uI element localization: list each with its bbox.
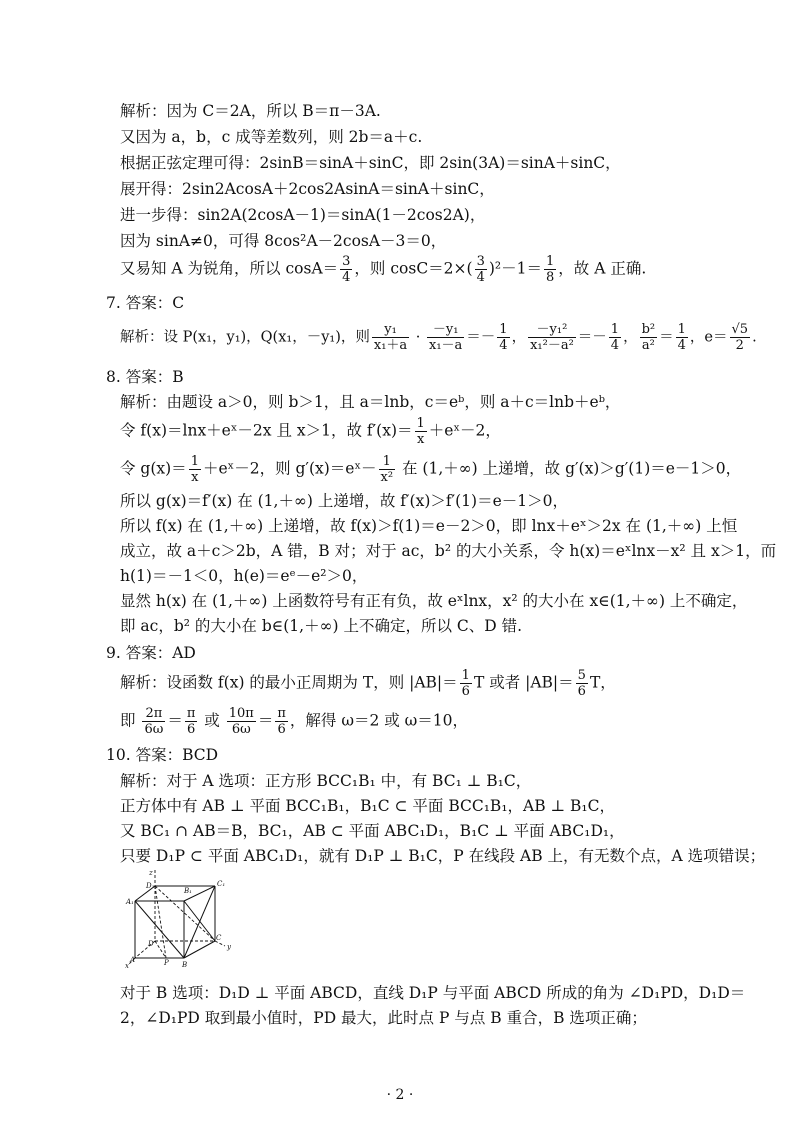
text-line: 因为 sinA≠0，可得 8cos²A－2cosA－3＝0， [120,232,447,250]
text-line: 解析：对于 A 选项：正方形 BCC₁B₁ 中，有 BC₁ ⊥ B₁C， [120,772,532,790]
label-A: A [130,956,136,964]
text-line: 进一步得：sin2A(2cosA－1)＝sinA(1－2cos2A)， [120,206,486,224]
text-line: 只要 D₁P ⊂ 平面 ABC₁D₁，就有 D₁P ⊥ B₁C，P 在线段 AB 上，有无数个点，A 选项错误； [120,847,766,865]
label-B1: B₁ [184,887,192,895]
label-P: P [164,959,169,967]
answer-heading: 7. 答案：C [106,294,185,312]
text-line: 又 BC₁ ∩ AB＝B，BC₁，AB ⊂ 平面 ABC₁D₁，B₁C ⊥ 平面 ABC₁D₁， [120,822,625,840]
label-y: y [227,943,231,951]
formula-line: 令 f(x)＝lnx＋eˣ－2x 且 x＞1，故 f′(x)＝ $\frac{1}{x}$ ＋eˣ－2， [120,416,501,447]
text-line: 根据正弦定理可得：2sinB＝sinA＋sinC，即 2sin(3A)＝sinA＋sinC， [120,154,621,172]
text-line: 2，∠D₁PD 取到最小值时，PD 最大，此时点 P 与点 B 重合，B 选项正确； [120,1009,647,1027]
label-C1: C₁ [217,880,226,888]
text-line: 正方体中有 AB ⊥ 平面 BCC₁B₁，B₁C ⊂ 平面 BCC₁B₁，AB ⊥ B₁C， [120,797,616,815]
text-line: 解析：由题设 a＞0，则 b＞1，且 a＝lnb，c＝eᵇ，则 a＋c＝lnb＋eᵇ， [120,393,621,411]
answer-heading: 9. 答案：AD [106,644,196,662]
label-B: B [182,961,188,969]
label-C: C [216,934,222,942]
label-D1: D₁ [146,882,155,890]
label-z: z [149,869,153,877]
formula-line: 解析：设函数 f(x) 的最小正周期为 T，则 |AB|＝ $\frac{1}{6}$ T 或者 |AB|＝ $\frac{5}{6}$ T， [120,668,616,699]
page-number: · 2 · [386,1087,414,1103]
formula-line: 即 $\frac{2\pi}{6\omega}$ ＝ $\frac{\pi}{6}$ 或 $\frac{10\pi}{6\omega}$ ＝ $\frac{\pi}{6}$ ，解得 ω＝2 或 ω＝10， [120,706,469,737]
formula-line: 解析：设 P(x₁，y₁)，Q(x₁，－y₁)，则 $\frac{\text{y₁}}{\text{x₁＋a}}$ · $\frac{\text{－y₁}}{\text{x₁－a}}$ ＝－ $\frac{1}{4}$ ， $\frac{\text{－y₁²}}{\text{x₁²－a²}}$ ＝－ $\frac{1}{4}$ ， $\frac{\text{b²}}{\text{a²}}$ ＝ $\frac{1}{4}$ ，e＝ $\frac{√5}{2}$ . [120,322,757,353]
formula-line: 又易知 A 为锐角，所以 cosA＝ $\frac{3}{4}$ ，则 cosC＝2×( $\frac{3}{4}$ )²－1＝ $\frac{1}{8}$ ，故 A 正确. [120,254,647,285]
text-line: h(1)＝－1＜0，h(e)＝eᵉ－e²＞0， [120,567,368,585]
cube-figure [120,866,245,970]
text-line: 展开得：2sin2AcosA＋2cos2AsinA＝sinA＋sinC， [120,180,495,198]
label-A1: A₁ [126,898,134,906]
label-D: D [148,940,154,948]
text-line: 成立，故 a＋c＞2b，A 错，B 对；对于 ac，b² 的大小关系，令 h(x)＝eˣlnx－x² 且 x＞1，而 [120,542,777,560]
label-x: x [125,962,129,970]
text-line: 对于 B 选项：D₁D ⊥ 平面 ABCD，直线 D₁P 与平面 ABCD 所成的角为 ∠D₁PD，D₁D＝ [120,984,746,1002]
text-line: 又因为 a，b，c 成等差数列，则 2b＝a＋c. [120,128,423,146]
answer-heading: 8. 答案：B [106,368,184,386]
text-line: 显然 h(x) 在 (1,＋∞) 上函数符号有正有负，故 eˣlnx，x² 的大小在 x∈(1,＋∞) 上不确定， [120,592,748,610]
text-line: 解析：因为 C＝2A，所以 B＝π－3A. [120,102,381,120]
formula-line: 令 g(x)＝ $\frac{1}{x}$ ＋eˣ－2，则 g′(x)＝eˣ－ $\frac{1}{\text{x²}}$ 在 (1,＋∞) 上递增，故 g′(x)＞g′(1)＝e－1＞0， [120,454,742,485]
text-line: 所以 f(x) 在 (1,＋∞) 上递增，故 f(x)＞f(1)＝e－2＞0，即 lnx＋eˣ＞2x 在 (1,＋∞) 上恒 [120,517,738,535]
text-line: 即 ac，b² 的大小在 b∈(1,＋∞) 上不确定，所以 C、D 错. [120,617,523,635]
answer-heading: 10. 答案：BCD [106,746,219,764]
text-line: 所以 g(x)＝f′(x) 在 (1,＋∞) 上递增，故 f′(x)＞f′(1)＝e－1＞0， [120,492,568,510]
